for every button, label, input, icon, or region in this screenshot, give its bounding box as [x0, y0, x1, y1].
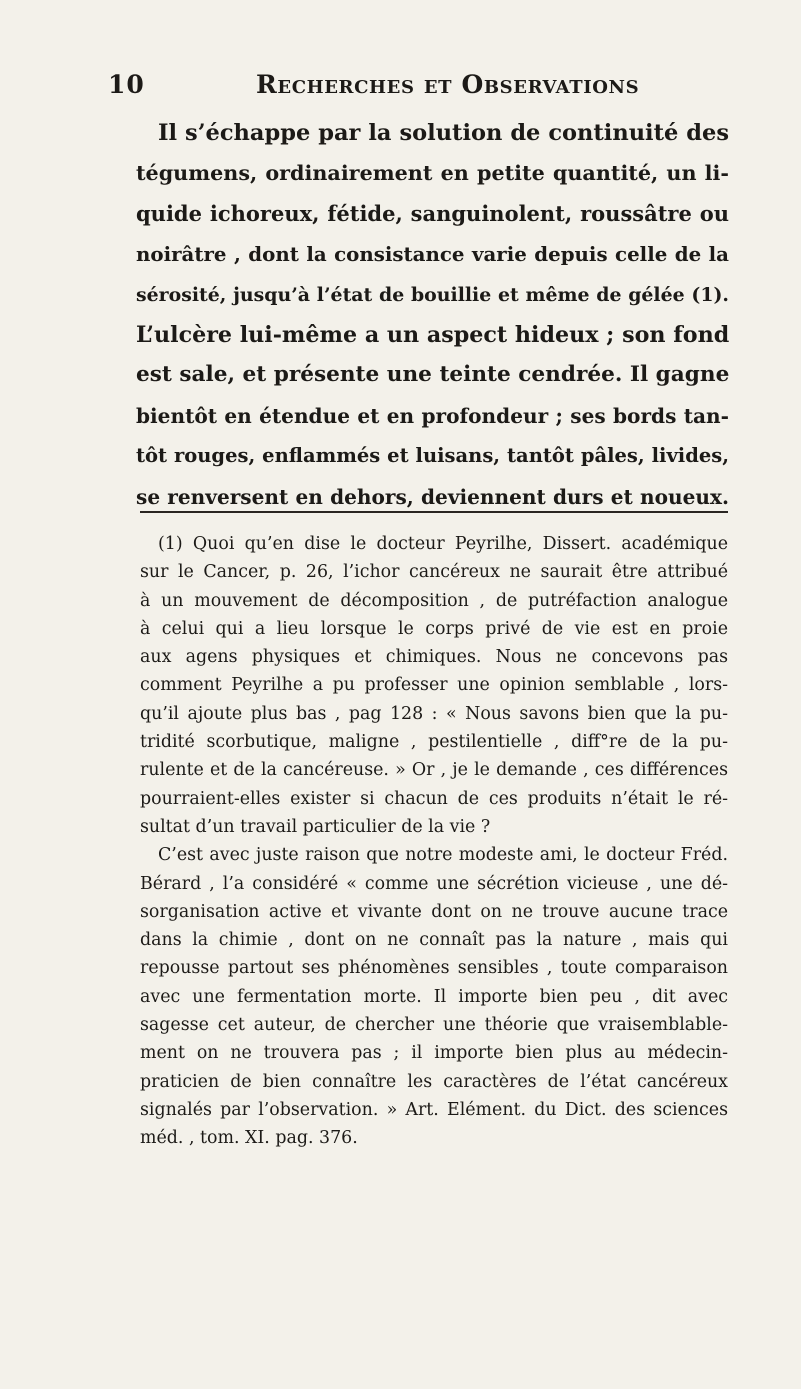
footnote-line: Bérard , l’a considéré « comme une sécrétion vicieuse , une dé-: [140, 873, 728, 894]
body-line: noirâtre , dont la consistance varie depuis celle de la: [136, 242, 729, 267]
footnote-line: sorganisation active et vivante dont on ne trouve aucune trace: [140, 901, 728, 922]
footnote-line: sagesse cet auteur, de chercher une théorie que vraisemblable-: [140, 1015, 728, 1036]
body-line: Il s’échappe par la solution de continuité des: [158, 120, 729, 146]
footnote-line: qu’il ajoute plus bas , pag 128 : « Nous savons bien que la pu-: [140, 703, 728, 724]
body-line: tégumens, ordinairement en petite quantité, un li-: [136, 161, 729, 186]
footnote-line: sultat d’un travail particulier de la vie ?: [140, 816, 491, 837]
footnote-line: pourraient-elles exister si chacun de ces produits n’était le ré-: [140, 788, 728, 809]
running-title: Recherches et Observations: [256, 70, 640, 99]
body-line: bientôt en étendue et en profondeur ; ses bords tan-: [136, 403, 729, 428]
footnote-line: signalés par l’observation. » Art. Elément. du Dict. des sciences: [140, 1099, 728, 1120]
footnote-line: repousse partout ses phénomènes sensibles , toute comparaison: [140, 958, 728, 979]
body-line: tôt rouges, enflammés et luisans, tantôt pâles, livides,: [136, 444, 729, 468]
footnote-line: rulente et de la cancéreuse. » Or , je le demande , ces différences: [140, 760, 728, 781]
footnote-line: méd. , tom. XI. pag. 376.: [140, 1128, 358, 1149]
footnote-line: dans la chimie , dont on ne connaît pas la nature , mais qui: [140, 930, 728, 951]
page-number: 10: [108, 70, 145, 99]
body-line: quide ichoreux, fétide, sanguinolent, roussâtre ou: [136, 200, 729, 226]
page-header: [108, 70, 640, 104]
body-line: se renversent en dehors, deviennent durs et noueux.: [136, 484, 729, 509]
footnote-line: avec une fermentation morte. Il importe bien peu , dit avec: [140, 986, 728, 1007]
footnote-line: comment Peyrilhe a pu professer une opinion semblable , lors-: [140, 675, 728, 696]
footnote-line: C’est avec juste raison que notre modeste ami, le docteur Fréd.: [158, 845, 728, 866]
footnote: [140, 530, 728, 1153]
footnote-line: praticien de bien connaître les caractères de l’état cancéreux: [140, 1071, 728, 1092]
footnote-line: à celui qui a lieu lorsque le corps privé de vie est en proie: [140, 618, 728, 639]
body-line: est sale, et présente une teinte cendrée. Il gagne: [136, 362, 730, 388]
footnote-line: sur le Cancer, p. 26, l’ichor cancéreux ne saurait être attribué: [140, 562, 728, 583]
body-line: sérosité, jusqu’à l’état de bouillie et même de gélée (1).: [136, 283, 729, 306]
body-line: L’ulcère lui-même a un aspect hideux ; son fond: [136, 321, 730, 348]
footnote-line: tridité scorbutique, maligne , pestilentielle , diff°re de la pu-: [140, 732, 728, 753]
footnote-line: (1) Quoi qu’en dise le docteur Peyrilhe, Dissert. académique: [158, 534, 728, 554]
footnote-separator-rule: [140, 511, 728, 513]
footnote-line: à un mouvement de décomposition , de putréfaction analogue: [140, 590, 728, 611]
footnote-line: ment on ne trouvera pas ; il importe bien plus au médecin-: [140, 1043, 728, 1064]
body-paragraph: [136, 113, 729, 517]
footnote-line: aux agens physiques et chimiques. Nous ne concevons pas: [140, 647, 728, 668]
